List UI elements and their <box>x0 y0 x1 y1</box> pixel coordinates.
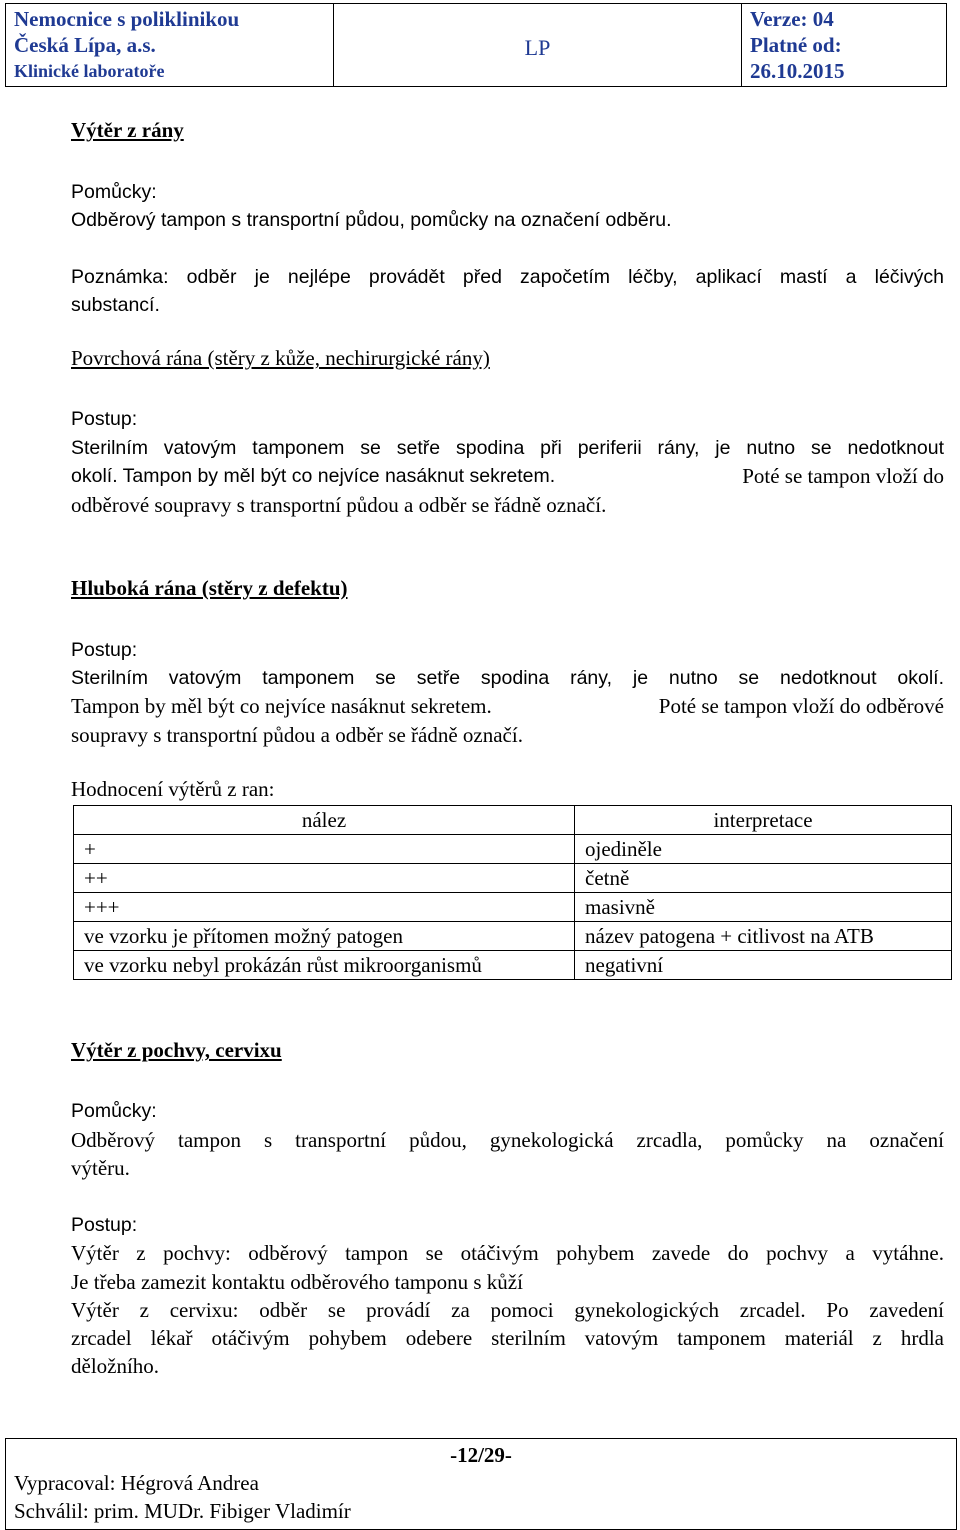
document-footer <box>5 1438 957 1530</box>
procedure-label-3: Postup: <box>71 1214 138 1236</box>
prepared-by: Vypracoval: Hégrová Andrea <box>14 1471 259 1495</box>
table-header-finding: nález <box>74 806 575 835</box>
table-header-row <box>74 806 952 835</box>
section-title-vaginal-swab: Výtěr z pochvy, cervixu <box>71 1038 282 1062</box>
procedure-line-2b: Poté se tampon vloží do <box>742 464 944 488</box>
header-organization <box>6 4 334 86</box>
org-city: Česká Lípa, a.s. <box>14 33 156 57</box>
valid-date: 26.10.2015 <box>750 59 845 83</box>
table-cell-finding: ++ <box>74 864 575 893</box>
section-title-deep-wound: Hluboká rána (stěry z defektu) <box>71 576 348 600</box>
procedure-line-1: Sterilním vatovým tamponem se setře spodina při periferii rány, je nutno se nedotknout <box>71 437 944 459</box>
cervix-procedure-line-2: zrcadel lékař otáčivým pohybem odebere sterilním vatovým tamponem materiál z hrdla <box>71 1326 944 1350</box>
tools-label: Pomůcky: <box>71 181 157 203</box>
tools-text: Odběrový tampon s transportní půdou, pomůcky na označení odběru. <box>71 209 672 231</box>
section-title-superficial-wound: Povrchová rána (stěry z kůže, nechirurgické rány) <box>71 346 490 370</box>
deep-procedure-line-2 <box>71 692 944 720</box>
header-version-info <box>742 4 946 86</box>
section-title-wound-swab: Výtěr z rány <box>71 118 184 142</box>
valid-label: Platné od: <box>750 33 842 57</box>
table-row <box>74 864 952 893</box>
table-row <box>74 893 952 922</box>
page-number: -12/29- <box>450 1443 512 1467</box>
version: Verze: 04 <box>750 7 834 31</box>
deep-procedure-line-1: Sterilním vatovým tamponem se setře spodina rány, je nutno se nedotknout okolí. <box>71 667 944 689</box>
tools-line-1: Odběrový tampon s transportní půdou, gynekologická zrcadla, pomůcky na označení <box>71 1128 944 1152</box>
table-header-interpretation: interpretace <box>575 806 952 835</box>
procedure-line-2a: okolí. Tampon by měl být co nejvíce nasáknut sekretem. <box>71 465 556 487</box>
cervix-procedure-line-3: děložního. <box>71 1354 160 1378</box>
procedure-label-2: Postup: <box>71 639 138 661</box>
table-row <box>74 835 952 864</box>
vaginal-procedure-line-1: Výtěr z pochvy: odběrový tampon se otáčivým pohybem zavede do pochvy a vytáhne. <box>71 1241 944 1265</box>
document-header <box>5 3 947 87</box>
deep-procedure-line-2b: Poté se tampon vloží do odběrové <box>658 694 944 718</box>
org-department: Klinické laboratoře <box>14 61 165 81</box>
cervix-procedure-line-1: Výtěr z cervixu: odběr se provádí za pomoci gynekologických zrcadel. Po zavedení <box>71 1298 944 1322</box>
procedure-label: Postup: <box>71 408 138 430</box>
table-cell-finding: + <box>74 835 575 864</box>
table-cell-interpretation: četně <box>575 864 952 893</box>
procedure-line-3: odběrové soupravy s transportní půdou a odběr se řádně označí. <box>71 493 607 517</box>
table-cell-finding: +++ <box>74 893 575 922</box>
approved-by: Schválil: prim. MUDr. Fibiger Vladimír <box>14 1499 351 1523</box>
procedure-line-2 <box>71 462 944 490</box>
tools-label-2: Pomůcky: <box>71 1100 157 1122</box>
table-cell-finding: ve vzorku je přítomen možný patogen <box>74 922 575 951</box>
vaginal-procedure-line-2: Je třeba zamezit kontaktu odběrového tamponu s kůží <box>71 1270 523 1294</box>
deep-procedure-line-2a: Tampon by měl být co nejvíce nasáknut sekretem. <box>71 694 492 718</box>
evaluation-table <box>73 805 952 980</box>
note-line-1: Poznámka: odběr je nejlépe provádět před započetím léčby, aplikací mastí a léčivých <box>71 266 944 288</box>
table-cell-interpretation: název patogena + citlivost na ATB <box>575 922 952 951</box>
note-line-2: substancí. <box>71 294 160 316</box>
deep-procedure-line-3: soupravy s transportní půdou a odběr se řádně označí. <box>71 723 523 747</box>
table-cell-interpretation: ojediněle <box>575 835 952 864</box>
table-cell-interpretation: negativní <box>575 951 952 980</box>
table-row <box>74 951 952 980</box>
tools-line-2: výtěru. <box>71 1156 130 1180</box>
table-row <box>74 922 952 951</box>
evaluation-table-label: Hodnocení výtěrů z ran: <box>71 777 275 801</box>
org-name: Nemocnice s poliklinikou <box>14 7 240 31</box>
table-cell-finding: ve vzorku nebyl prokázán růst mikroorganismů <box>74 951 575 980</box>
table-cell-interpretation: masivně <box>575 893 952 922</box>
header-doc-code: LP <box>334 4 742 86</box>
